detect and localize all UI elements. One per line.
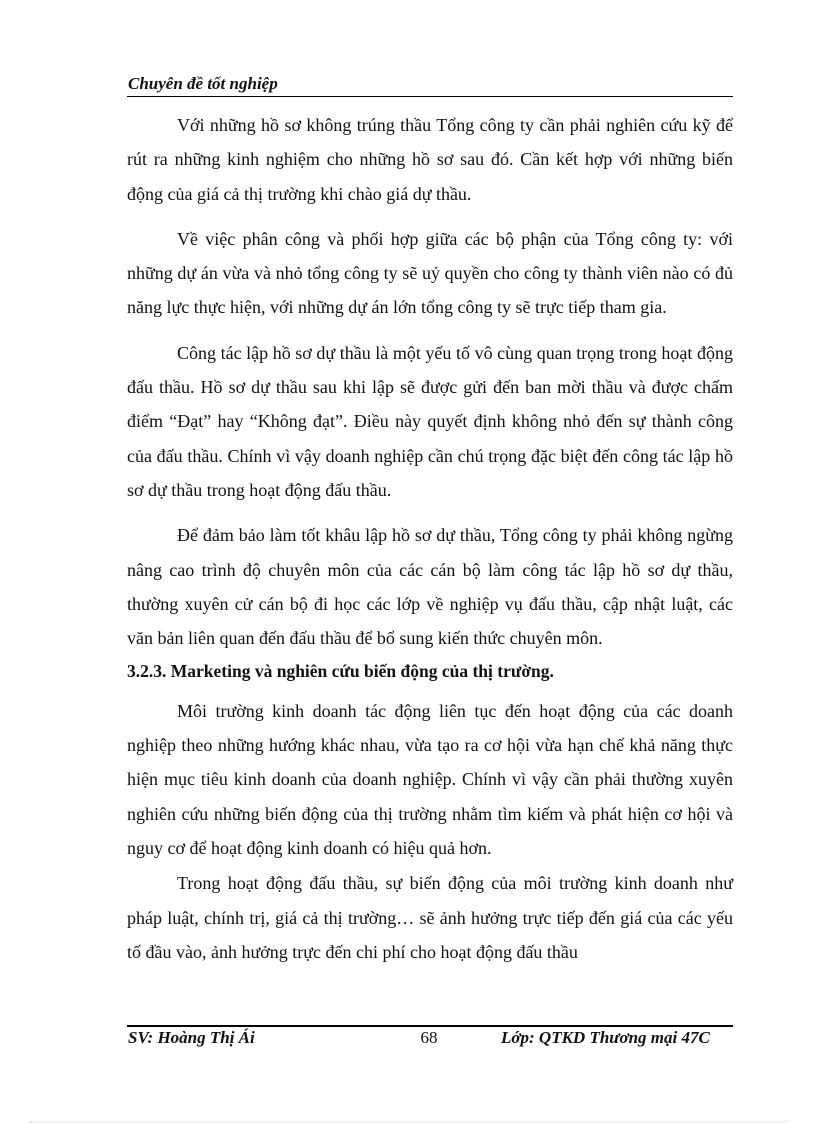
paragraph: Về việc phân công và phối hợp giữa các bộ phận của Tổng công ty: với những dự án vừa và nhỏ tổng công ty sẽ uỷ quyền cho công ty thành viên nào có đủ năng lực thực hiện, với những dự án lớn tổng công ty sẽ trực tiếp tham gia. — [127, 228, 733, 318]
paragraph: Môi trường kinh doanh tác động liên tục đến hoạt động của các doanh nghiệp theo những hướng khác nhau, vừa tạo ra cơ hội vừa hạn chế khả năng thực hiện mục tiêu kinh doanh của doanh nghiệp. Chính vì vậy cần phải thường xuyên nghiên cứu những biến động của thị trường nhằm tìm kiếm và phát hiện cơ hội và nguy cơ để hoạt động kinh doanh có hiệu quả hơn. — [127, 700, 733, 858]
page-number: 68 — [420, 1028, 438, 1047]
footer-class: Lớp: QTKD Thương mại 47C — [501, 1028, 710, 1047]
footer-divider — [127, 1025, 733, 1027]
header-divider — [127, 96, 733, 97]
footer-student: SV: Hoàng Thị Ái — [128, 1028, 255, 1047]
body-text — [127, 108, 733, 980]
section-heading: 3.2.3. Marketing và nghiên cứu biến động của thị trường. — [127, 661, 554, 682]
running-header: Chuyên đề tốt nghiệp — [128, 74, 278, 93]
paragraph: Với những hồ sơ không trúng thầu Tổng công ty cần phải nghiên cứu kỹ để rút ra những kinh nghiệm cho những hồ sơ sau đó. Cần kết hợp với những biến động của giá cả thị trường khi chào giá dự thầu. — [127, 115, 733, 204]
paragraph: Để đảm bảo làm tốt khâu lập hồ sơ dự thầu, Tổng công ty phải không ngừng nâng cao trình độ chuyên môn của các cán bộ làm công tác lập hồ sơ dự thầu, thường xuyên cử cán bộ đi học các lớp về nghiệp vụ đấu thầu, cập nhật luật, các văn bản liên quan đến đấu thầu để bổ sung kiến thức chuyên môn. — [127, 525, 733, 649]
paragraph: Công tác lập hồ sơ dự thầu là một yếu tố vô cùng quan trọng trong hoạt động đấu thầu. Hồ sơ dự thầu sau khi lập sẽ được gửi đến ban mời thầu và được chấm điểm “Đạt” hay “Không đạt”. Điều này quyết định không nhỏ đến sự thành công của đấu thầu. Chính vì vậy doanh nghiệp cần chú trọng đặc biệt đến công tác lập hồ sơ dự thầu trong hoạt động đấu thầu. — [127, 342, 733, 500]
paragraph: Trong hoạt động đấu thầu, sự biến động của môi trường kinh doanh như pháp luật, chính trị, giá cả thị trường… sẽ ảnh hưởng trực tiếp đến giá của các yếu tố đầu vào, ảnh hưởng trực đến chi phí cho hoạt động đấu thầu — [127, 873, 733, 962]
